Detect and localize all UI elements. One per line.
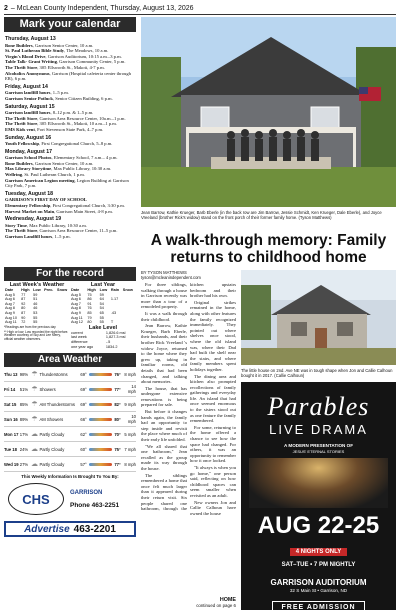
weather-day: Thu 13: [4, 371, 18, 377]
table-cell: 53: [33, 310, 38, 315]
weather-high: 80°: [114, 416, 121, 422]
calendar-event: [5, 141, 135, 147]
ad-stage-image: [249, 458, 388, 508]
table-cell: 85: [87, 310, 92, 315]
weather-condition: Partly Cloudy: [39, 431, 65, 437]
calendar-title: Mark your calendar: [4, 17, 136, 32]
table-cell: 77: [21, 292, 26, 297]
lake-level-caption: Lake Level: [88, 324, 118, 331]
calendar-event-detail: , Garrison Community Center, 5 p.m.: [56, 59, 126, 65]
table-cell: Aug 7: [71, 301, 81, 306]
little-house-illustration: [241, 270, 396, 365]
page-number: 2: [4, 5, 8, 12]
weather-wind: 14 mph: [127, 384, 136, 395]
weather-icon: ☁: [31, 446, 39, 454]
table-cell: [56, 320, 70, 325]
weather-title: Area Weather: [4, 353, 136, 367]
table-cell: 51: [33, 297, 38, 302]
ad-address: 32 S Main St • Garrison, ND: [289, 588, 348, 593]
weather-note-1: *Readings are from the previous day: [4, 324, 56, 329]
continued-text: continued on page 6: [196, 603, 236, 608]
calendar-event-title: St. Paul Lutheran Bible Study: [5, 48, 65, 54]
weather-wind: 9 mph: [124, 401, 136, 407]
weather-icon: ☁: [31, 461, 39, 469]
table-cell: 55: [99, 315, 104, 320]
temp-range-bar: [89, 463, 113, 466]
calendar-event-detail: , Max Public Library, 10:30 a.m.: [26, 222, 87, 228]
last-week-caption: Last Week's Weather: [9, 282, 65, 288]
weather-icon: ☁: [31, 431, 39, 439]
weather-condition: Partly Cloudy: [39, 461, 65, 467]
article-paragraph: For some, returning to the home offered a chance to see how the space had changed. For others, it was an opportunity to remember how it once looked.: [190, 424, 236, 464]
calendar-event-detail: , First Congregational Church, 3:30 p.m.: [50, 203, 125, 209]
calendar-event-detail: , 1–5 p.m.: [50, 90, 69, 96]
calendar-day: Monday, August 17: [5, 148, 52, 155]
calendar-event-detail: , 1–5 p.m.: [52, 234, 71, 239]
weather-row: [4, 367, 136, 382]
calendar-event-detail: , 305 Ellsworth St., Makoti, 4-7 p.m.: [37, 64, 105, 70]
table-header: High: [87, 288, 96, 292]
last-year-weather: [70, 282, 136, 349]
calendar-event-title: Garrison Landfill hours: [5, 234, 53, 239]
article-paragraph: The dining area and kitchen also prompted recollections of family gatherings and everyday life. An island that had once seemed enormous to the sisters stood out as one feature the family remembered.: [190, 373, 236, 424]
table-header: Rain: [110, 288, 120, 292]
table-header: Low: [33, 288, 41, 292]
lake-cell: one year ago: [71, 344, 94, 349]
weather-high: 75°: [114, 446, 121, 452]
calendar-event-title: Story Time: [5, 222, 27, 228]
weather-icon: ☂: [31, 401, 38, 409]
table-cell: Aug 10: [5, 315, 18, 320]
last-year-caption: Last Year: [90, 282, 116, 288]
advertise-banner: [4, 521, 136, 537]
ad-free-admission: FREE ADMISSION: [272, 601, 364, 610]
article-paragraph: The siblings remembered a home that once felt much larger than it appeared during their return visit. Six people shared one bathroom, through the kitchen upstairs bedroom and their brother had his own.: [141, 282, 236, 512]
weather-row: [4, 382, 136, 397]
table-cell: Aug 11: [5, 320, 17, 325]
weather-low: 62°: [80, 431, 87, 437]
calendar-event-title: Garrison landfill hours: [5, 110, 51, 116]
article-byline: [141, 270, 236, 280]
table-header: Snow: [122, 288, 133, 292]
ad-subtitle: LIVE DRAMA: [269, 422, 368, 437]
weather-day: Sun 16: [4, 416, 18, 422]
calendar-event-title: Garrison American Legion meeting: [5, 177, 75, 183]
calendar-event: [5, 127, 135, 133]
calendar-event: [5, 178, 135, 189]
table-cell: 55: [33, 320, 38, 325]
table-cell: 75: [87, 292, 92, 297]
weather-day: Tue 18: [4, 446, 17, 452]
byline-email: tyson@mcleanindependent.com: [141, 275, 201, 280]
last-year-table: [70, 288, 136, 325]
lake-level: [70, 325, 136, 349]
calendar-event-title: Garrison Senior Potluck: [5, 95, 53, 101]
calendar-event-title: The Thrift Store: [5, 228, 38, 234]
calendar-day: Thursday, August 13: [5, 36, 56, 42]
calendar-event-title: Bone Builders: [5, 160, 33, 166]
lake-cell: 1,826.6 msl: [105, 330, 126, 335]
table-cell: 87: [21, 310, 26, 315]
table-cell: Aug 7: [5, 301, 15, 306]
table-cell: 76: [87, 306, 92, 311]
weather-wind: 7 mph: [124, 446, 136, 452]
weather-precip-chance: 17%: [19, 431, 29, 437]
table-cell: 92: [21, 301, 26, 306]
temp-range-bar: [89, 388, 113, 391]
little-house-photo: [241, 270, 396, 365]
calendar-event-detail: , Garrison (Hospital cafeteria center through ER), 6 p.m.: [5, 70, 131, 82]
calendar-event-title: Garrison School Photos: [5, 155, 52, 161]
calendar-event-title: Table Talk- Grant Writing: [5, 59, 57, 65]
record-title: For the record: [4, 267, 136, 281]
calendar-event-title: Virgin's Blood Drive: [5, 53, 46, 59]
calendar-event-detail: , First Congregational Church, 5–8 p.m.: [39, 141, 113, 147]
table-cell: 59: [33, 292, 38, 297]
calendar-event-title: Alcoholics Anonymous: [5, 70, 50, 76]
calendar-event-title: Wellring: [5, 172, 23, 178]
advertise-word: Advertise: [24, 523, 70, 535]
table-cell: 90: [21, 315, 26, 320]
little-house-caption: The little house on 2nd. Ave NE was in tough shape when Jon and Callie Calhoun bought it in 2017. (Callie Calhoun): [241, 368, 393, 379]
family-photo-caption: Jean Barrow, Kathie Krueger, Barb Eberle (in the back row are Jim Barrow, Jessie Schmidt, Ken Krueger, Dale Eberle), and Joyce Vreeland (brother Rick's widow) stand on the front porch of their former family home. (Tyson Matthews): [141, 210, 382, 221]
table-cell: T: [110, 320, 114, 325]
temp-range-bar: [89, 418, 113, 421]
continued-label: HOME: [219, 597, 236, 603]
ad-venue: GARRISON AUDITORIUM: [270, 578, 367, 587]
weather-note-2: ** High or low; Low recorded the night before. Weather courtesy of Sky and Lee Merry, official weather observers.: [4, 329, 69, 342]
weather-day: Fri 14: [4, 386, 16, 392]
weather-row: [4, 397, 136, 412]
calendar-day: Saturday, August 15: [5, 103, 55, 110]
table-header: Snow: [57, 288, 68, 292]
weather-condition: Thunderstorms: [39, 371, 68, 377]
parables-ad: [241, 382, 396, 610]
weather-forecast: [4, 367, 136, 472]
calendar-event-detail: , Elementary School, 7 a.m.– 4 p.m.: [51, 155, 118, 161]
calendar-event-detail: , Fort Stevenson State Park, 4–7 p.m.: [34, 126, 104, 132]
weather-condition: Partly Cloudy: [39, 446, 65, 452]
article-headline: A walk-through memory: Family returns to childhood home: [150, 232, 387, 266]
lake-cell: difference: [71, 339, 88, 344]
weather-high: 77°: [114, 461, 121, 467]
lake-row: [70, 345, 136, 350]
calendar-event-title: Max Library Storytime: [5, 166, 52, 172]
lake-cell: -.5: [105, 339, 111, 344]
last-week-table: [4, 288, 70, 325]
weather-day: Sat 15: [4, 401, 17, 407]
weather-icon: ☂: [31, 416, 38, 424]
table-cell: 80: [87, 320, 92, 325]
weather-low: 60°: [80, 446, 87, 452]
calendar-event-title: Harvest Market on Main: [5, 208, 55, 214]
table-header: Date: [5, 288, 14, 292]
calendar-event-detail: , Max Public Library, 10:30 a.m.: [51, 166, 112, 172]
article-continued: [141, 597, 236, 608]
sponsor-caption: This Weekly Information Is Brought To You By:: [21, 474, 119, 480]
table-cell: 80: [21, 306, 26, 311]
table-cell: 55: [99, 320, 104, 325]
ad-line1: A MODERN PRESENTATION OF: [283, 443, 354, 448]
table-cell: Aug 6: [71, 297, 81, 302]
calendar-event-detail: , Legion Building at Garrison City Park, 7 p.m.: [5, 177, 129, 189]
weather-precip-chance: 27%: [19, 461, 29, 467]
table-cell: Aug 9: [71, 310, 81, 315]
article-paragraph: New owners Jon and Callie Calhoun have owned the house: [190, 499, 236, 516]
article-paragraph: The house, that has undergone extensive renovations is being prepared for sale.: [141, 385, 187, 408]
table-cell: Aug 8: [5, 306, 15, 311]
calendar-event-detail: , Garrison Area Resource Center, 10a.m.–1 p.m.: [37, 115, 126, 121]
table-cell: 91: [87, 301, 92, 306]
calendar-event-title: The Thrift Store: [5, 115, 38, 121]
family-photo-illustration: [141, 17, 396, 207]
left-column: [4, 17, 136, 611]
article-body: [141, 282, 236, 597]
calendar-event-title: The Thrift Store: [5, 121, 38, 127]
weather-precip-chance: 98%: [19, 371, 29, 377]
weather-wind: 8 mph: [124, 461, 136, 467]
calendar-event-title: GARRISON'S FIRST DAY OF SCHOOL: [5, 197, 87, 203]
lake-level-table: [70, 331, 136, 349]
table-header: Prec.: [44, 288, 54, 292]
sponsor-phone: Phone 463-2251: [70, 501, 120, 509]
weather-row: [4, 427, 136, 442]
weather-day: Mon 17: [4, 431, 19, 437]
family-photo: [141, 17, 396, 207]
weather-precip-chance: 51%: [19, 386, 29, 392]
table-cell: 1.17: [110, 297, 119, 302]
lake-cell: last week: [71, 335, 87, 340]
calendar-event-detail: , 8–12 p.m. & 1–5 p.m.: [50, 110, 94, 116]
weather-wind: 8 mph: [124, 371, 136, 377]
table-cell: 54: [99, 301, 104, 306]
weather-day: Wed 19: [4, 461, 19, 467]
weather-row: [4, 442, 136, 457]
ad-dates: AUG 22-25: [257, 512, 380, 539]
weather-precip-chance: 89%: [19, 416, 29, 422]
table-cell: Aug 5: [71, 292, 81, 297]
last-week-weather: [4, 282, 70, 349]
table-cell: 64: [99, 297, 104, 302]
ad-line2: JESUS' ETERNAL STORIES: [292, 449, 345, 454]
calendar-event-title: Youth Fellowship: [5, 141, 40, 147]
article-paragraph: But before it changes hands again, the family had an opportunity to step inside and revisit the place where much of their early life unfolded.: [141, 409, 187, 443]
calendar-event-title: EMS Kids vent: [5, 126, 35, 132]
calendar-event-detail: , St. Paul Lutheran Church, 1 p.m.: [22, 172, 86, 178]
temp-range-bar: [89, 448, 113, 451]
table-cell: 87: [21, 297, 26, 302]
table-cell: 79: [87, 315, 92, 320]
calendar-list: [4, 32, 136, 265]
calendar-day: Friday, August 14: [5, 83, 48, 90]
weather-icon: ☂: [31, 371, 38, 379]
table-cell: 65: [99, 310, 104, 315]
weather-high: 76°: [114, 371, 121, 377]
calendar-event-detail: , The Meadows, 10 a.m.: [64, 48, 109, 54]
weather-low: 69°: [80, 371, 87, 377]
article-paragraph: Original strikes remained in the home, along with other features the family recognized immediately. They pointed out where shelves once stood, where the old island was, where their Dad had built the shelf near the stairs, and where family members spent holidays together.: [190, 299, 236, 372]
table-cell: Aug 5: [5, 292, 15, 297]
article-paragraph: It was a walk through their childhood.: [141, 310, 187, 322]
calendar-event: [5, 234, 135, 240]
weather-low: 66°: [80, 416, 87, 422]
weather-high: 70°: [114, 431, 121, 437]
article-paragraph: "We all shared that one bathroom," Jean recalled as the group made its way through the house.: [141, 443, 187, 471]
calendar-event-detail: , 305 Ellsworth St., Makoti, 10 a.m.–1 p.m.: [37, 121, 118, 127]
advertise-phone: 463-2201: [73, 523, 116, 535]
weather-condition: Showers: [39, 386, 56, 392]
table-cell: 72: [21, 320, 26, 325]
calendar-day: Wednesday, August 19: [5, 216, 62, 223]
article-paragraph: "It always is when you go home," one person said, reflecting on how childhood spaces can seem smaller when revisited as an adult.: [190, 465, 236, 498]
weather-row: [4, 412, 136, 427]
calendar-event-detail: , Senior Citizen Building, 6 p.m.: [52, 95, 113, 101]
calendar-event-detail: , Garrison Senior Center, 10 a.m.: [32, 160, 94, 166]
lake-cell: current: [71, 330, 83, 335]
calendar-event-detail: , Garrison Auditorium, 10:15 a.m.–3 p.m.: [45, 53, 122, 59]
table-cell: 59: [99, 292, 104, 297]
calendar-day: Tuesday, August 18: [5, 190, 54, 197]
weather-low: 69°: [80, 386, 87, 392]
table-cell: .43: [110, 310, 117, 315]
byline-author: BY TYSON MATTHEWS: [141, 270, 187, 275]
weather-high: 77°: [114, 386, 121, 392]
sponsor-name: GARRISON: [70, 489, 103, 496]
masthead-line: – McLean County Independent, Thursday, August 13, 2026: [10, 5, 194, 12]
weather-icon: ☂: [31, 386, 38, 394]
article-paragraph: Jean Barrow, Kathie Krueger, Barb Eberle, their husbands, and their brother Rick Vreeland 's widow Joyce, returned to the home where they grew up, taking in familiar rooms, old details that had been changed, and talking about memories.: [141, 323, 187, 385]
weather-low: 57°: [80, 461, 87, 467]
lake-cell: 1834.2: [105, 344, 118, 349]
table-cell: 86: [87, 297, 92, 302]
weather-high: 82°: [114, 401, 121, 407]
calendar-event-title: Bone Builders: [5, 42, 33, 48]
record-tables: [4, 281, 136, 349]
temp-range-bar: [89, 373, 113, 376]
page-header: [4, 3, 396, 15]
weather-wind: 5 mph: [124, 431, 136, 437]
weather-precip-chance: 85%: [19, 401, 29, 407]
calendar-event: [5, 71, 135, 82]
table-header: Low: [99, 288, 108, 292]
table-cell: 46: [33, 306, 38, 311]
calendar-event-detail: , Garrison Main Street, 4-8 p.m.: [54, 208, 113, 214]
temp-range-bar: [89, 433, 113, 436]
weather-low: 69°: [80, 401, 87, 407]
lake-cell: 1,827.3 msl: [105, 335, 126, 340]
table-cell: Aug 8: [71, 306, 81, 311]
calendar-event-title: The Thrift Store: [5, 64, 38, 70]
ad-title: Parables: [267, 392, 370, 421]
article-paragraph: For three siblings, walking through a house in Garrison recently was more than a tour of a remodeled property.: [141, 282, 187, 310]
table-cell: 55: [33, 315, 38, 320]
table-cell: Aug 6: [5, 297, 15, 302]
sponsor-ad: [4, 479, 136, 519]
calendar-event-detail: , Garrison Senior Center, 10 a.m.: [32, 42, 94, 48]
weather-condition: AM Showers: [39, 416, 64, 422]
table-header: High: [21, 288, 30, 292]
table-cell: 46: [33, 301, 38, 306]
table-header: Date: [71, 288, 80, 292]
ad-times: SAT–TUE • 7 PM NIGHTLY: [281, 562, 356, 568]
table-cell: 54: [99, 306, 104, 311]
calendar-event-detail: , Garrison Area Resource Center, 11–5 p.m.: [37, 228, 118, 234]
table-cell: Aug 9: [5, 310, 15, 315]
calendar-day: Sunday, August 16: [5, 134, 52, 141]
weather-precip-chance: 24%: [19, 446, 29, 452]
weather-condition: AM Thunderstorms: [39, 401, 75, 407]
table-cell: Aug 11: [71, 315, 83, 320]
chs-logo: CHS: [8, 483, 64, 515]
temp-range-bar: [89, 403, 113, 406]
calendar-event-title: Elementary Fellowship: [5, 203, 51, 209]
weather-row: [4, 457, 136, 472]
calendar-event: [5, 96, 135, 102]
calendar-event: [5, 209, 135, 215]
ad-nights: 4 NIGHTS ONLY: [290, 548, 347, 556]
table-cell: Aug 12: [71, 320, 84, 325]
calendar-event-title: Garrison landfill hours: [5, 90, 51, 96]
weather-wind: 10 mph: [127, 414, 136, 425]
